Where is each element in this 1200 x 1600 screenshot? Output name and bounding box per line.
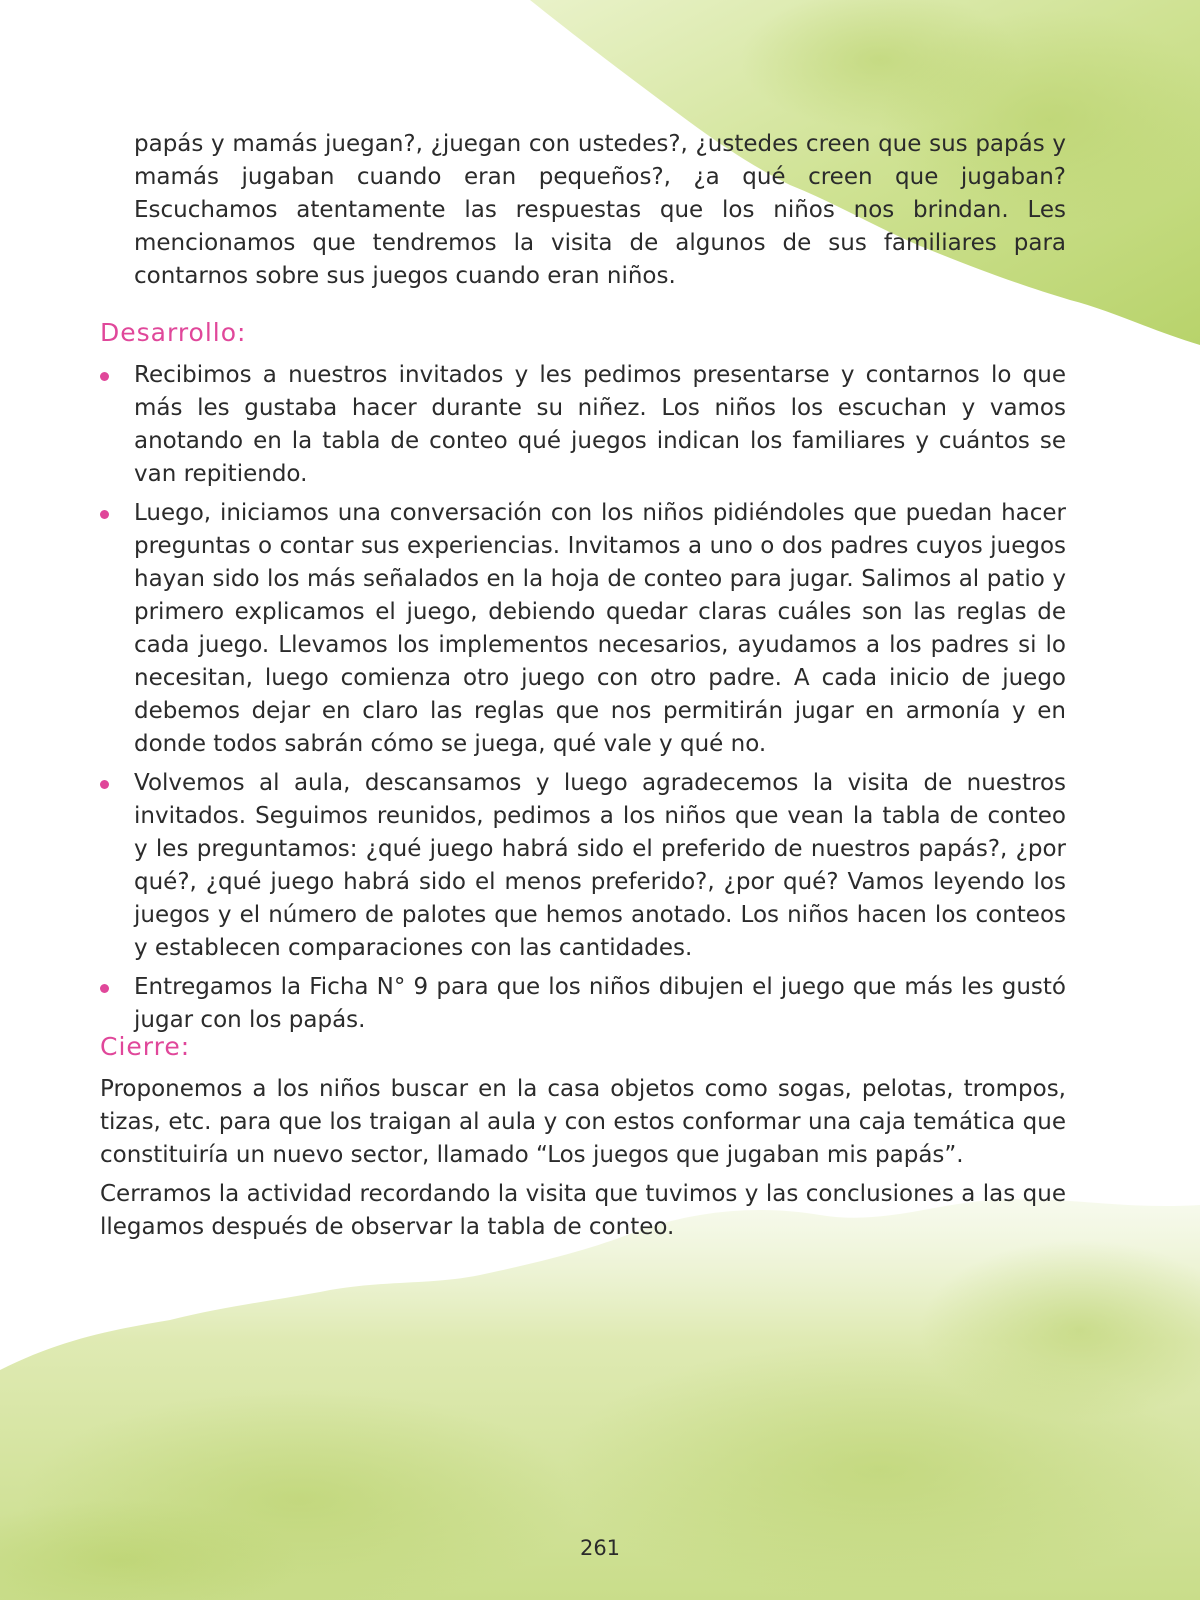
- list-item: [100, 767, 1066, 965]
- cierre-heading: Cierre:: [100, 1032, 191, 1061]
- list-item-text: Luego, iniciamos una conversación con los niños pidiéndoles que puedan hacer preguntas o contar sus experiencias. Invitamos a uno o dos padres cuyos juegos hayan sido los más señalados en la hoja de conteo para jugar. Salimos al patio y primero explicamos el juego, debiendo quedar claras cuáles son las reglas de cada juego. Llevamos los implementos necesarios, ayudamos a los padres si lo necesitan, luego comienza otro juego con otro padre. A cada inicio de juego debemos dejar en claro las reglas que nos permitirán jugar en armonía y en donde todos sabrán cómo se juega, qué vale y qué no.: [134, 500, 1066, 757]
- list-item: [100, 497, 1066, 761]
- desarrollo-list: [100, 359, 1066, 1043]
- list-item-text: Entregamos la Ficha N° 9 para que los niños dibujen el juego que más les gustó jugar con los papás.: [134, 974, 1066, 1033]
- bullet-icon: [100, 984, 109, 993]
- intro-paragraph: papás y mamás juegan?, ¿juegan con ustedes?, ¿ustedes creen que sus papás y mamás jugaban cuando eran pequeños?, ¿a qué creen que jugaban? Escuchamos atentamente las respuestas que los niños nos brindan. Les mencionamos que tendremos la visita de algunos de sus familiares para contarnos sobre sus juegos cuando eran niños.: [134, 131, 1066, 289]
- bullet-icon: [100, 372, 109, 381]
- bullet-icon: [100, 780, 109, 789]
- list-item: [100, 359, 1066, 491]
- list-item-text: Volvemos al aula, descansamos y luego agradecemos la visita de nuestros invitados. Seguimos reunidos, pedimos a los niños que vean la tabla de conteo y les preguntamos: ¿qué juego habrá sido el preferido de nuestros papás?, ¿por qué?, ¿qué juego habrá sido el menos preferido?, ¿por qué? Vamos leyendo los juegos y el número de palotes que hemos anotado. Los niños hacen los conteos y establecen comparaciones con las cantidades.: [134, 770, 1066, 961]
- cierre-paragraph-1: Proponemos a los niños buscar en la casa objetos como sogas, pelotas, trompos, tizas, etc. para que los traigan al aula y con estos conformar una caja temática que constituiría un nuevo sector, llamado “Los juegos que jugaban mis papás”.: [100, 1076, 1066, 1168]
- desarrollo-heading: Desarrollo:: [100, 318, 247, 347]
- list-item-text: Recibimos a nuestros invitados y les pedimos presentarse y contarnos lo que más les gustaba hacer durante su niñez. Los niños los escuchan y vamos anotando en la tabla de conteo qué juegos indican los familiares y cuántos se van repitiendo.: [134, 362, 1066, 487]
- page-number: 261: [579, 1536, 621, 1560]
- bullet-icon: [100, 510, 109, 519]
- cierre-paragraph-2: Cerramos la actividad recordando la visita que tuvimos y las conclusiones a las que llegamos después de observar la tabla de conteo.: [100, 1181, 1066, 1240]
- list-item: [100, 971, 1066, 1037]
